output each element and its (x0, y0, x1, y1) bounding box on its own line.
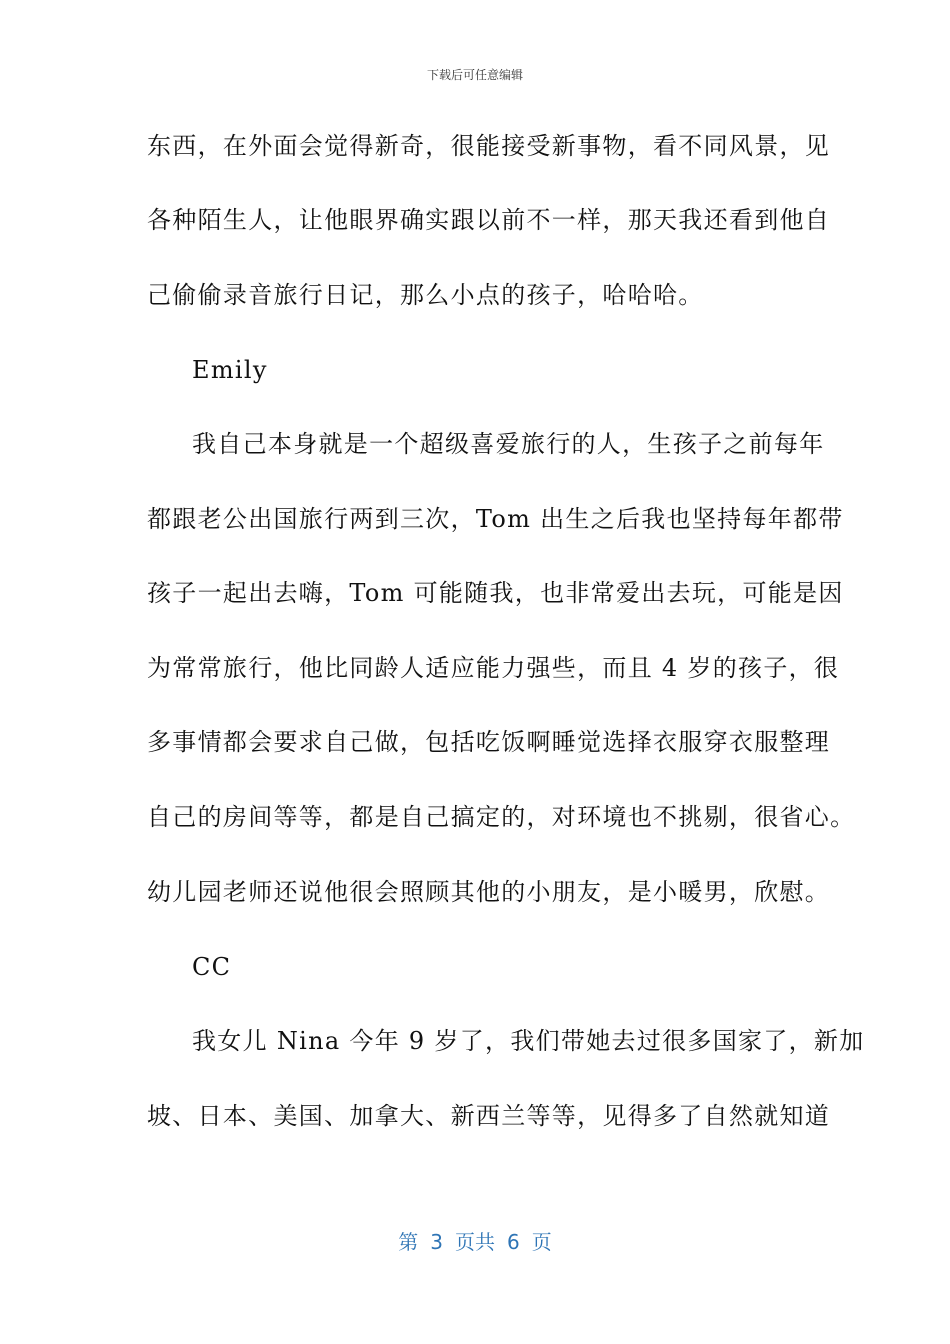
footer-prefix: 第 (398, 1230, 419, 1254)
page-footer (0, 1226, 950, 1255)
paragraph-line: 多事情都会要求自己做，包括吃饭啊睡觉选择衣服穿衣服整理 (147, 728, 831, 756)
paragraph-line: 己偷偷录音旅行日记，那么小点的孩子，哈哈哈。 (147, 281, 704, 309)
paragraph-line: 坡、日本、美国、加拿大、新西兰等等，见得多了自然就知道 (147, 1102, 831, 1130)
footer-suffix: 页 (531, 1230, 552, 1254)
speaker-name: Emily (192, 356, 268, 384)
paragraph-line: 都跟老公出国旅行两到三次，Tom 出生之后我也坚持每年都带 (147, 505, 844, 533)
paragraph-line: 为常常旅行，他比同龄人适应能力强些，而且 4 岁的孩子，很 (147, 654, 840, 682)
page-total: 6 (507, 1230, 520, 1254)
paragraph-line: 各种陌生人，让他眼界确实跟以前不一样，那天我还看到他自 (147, 206, 831, 234)
speaker-name: CC (192, 953, 232, 981)
footer-middle: 页共 (455, 1230, 495, 1254)
page-number: 3 (430, 1230, 443, 1254)
paragraph-line: 孩子一起出去嗨，Tom 可能随我，也非常爱出去玩，可能是因 (147, 579, 844, 607)
paragraph-line: 幼儿园老师还说他很会照顾其他的小朋友，是小暖男，欣慰。 (147, 878, 831, 906)
paragraph-line: 自己的房间等等，都是自己搞定的，对环境也不挑剔，很省心。 (147, 803, 856, 831)
paragraph-line: 我女儿 Nina 今年 9 岁了，我们带她去过很多国家了，新加 (192, 1027, 865, 1055)
page-header: 下载后可任意编辑 (426, 68, 523, 82)
paragraph-line: 我自己本身就是一个超级喜爱旅行的人，生孩子之前每年 (192, 430, 825, 458)
paragraph-line: 东西，在外面会觉得新奇，很能接受新事物，看不同风景，见 (147, 132, 831, 160)
